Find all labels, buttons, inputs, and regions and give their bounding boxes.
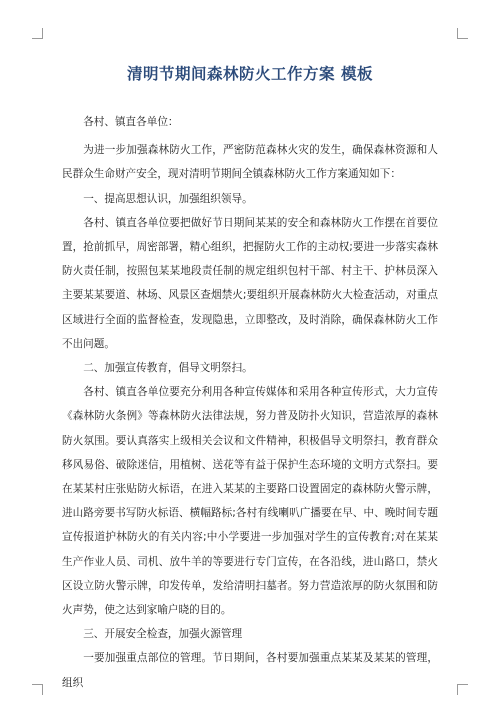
crop-mark-top-left (32, 28, 43, 39)
section-heading-3: 三、开展安全检查，加强火源管理 (83, 628, 243, 641)
crop-mark-bottom-right (457, 684, 468, 695)
document-body (62, 62, 438, 695)
section-heading-1: 一、提高思想认识，加强组织领导。 (83, 192, 253, 205)
crop-mark-bottom-left (32, 684, 43, 695)
paragraph-section-1: 各村、镇直各单位要把做好节日期间某某的安全和森林防火工作摆在首要位置，抢前抓早，周密部署，精心组织，把握防火工作的主动权;要进一步落实森林防火责任制，按照包某某地段责任制的规定组织包村干部、村主干、护林员深入主要某某要道、林场、风景区查烟禁火;要组织开展森林防火大检查活动，对重点区域进行全面的监督检查，发现隐患，立即整改，及时消除，确保森林防火工作不出问题。 (62, 216, 438, 350)
salutation: 各村、镇直各单位： (83, 116, 179, 128)
paragraph-section-2: 各村、镇直各单位要充分利用各种宣传媒体和采用各种宣传形式，大力宣传《森林防火条例》等森林防火法律法规，努力普及防扑火知识，营造浓厚的森林防火氛围。要认真落实上级相关会议和文件精神，积极倡导文明祭扫，教育群众移风易俗、破除迷信，用植树、送花等有益于保护生态环境的文明方式祭扫。要在某某村庄张贴防火标语，在进入某某的主要路口设置固定的森林防火警示牌，进山路旁要书写防火标语、横幅路标;各村有线喇叭广播要在早、中、晚时间专题宣传报道护林防火的有关内容;中小学要进一步加强对学生的宣传教育;对在某某生产作业人员、司机、放牛羊的等要进行专门宣传，在各沿线，进山路口，禁火区设立防火警示牌，印发传单，发给清明扫墓者。努力营造浓厚的防火氛围和防火声势，使之达到家喻户晓的目的。 (62, 386, 438, 617)
crop-mark-top-right (457, 28, 468, 39)
document-title: 清明节期间森林防火工作方案 模板 (127, 65, 373, 83)
section-heading-2: 二、加强宣传教育，倡导文明祭扫。 (83, 362, 253, 375)
paragraph-section-3: 一要加强重点部位的管理。节日期间，各村要加强重点某某及某某的管理，组织 (62, 652, 438, 689)
paragraph-intro: 为进一步加强森林防火工作，严密防范森林火灾的发生，确保森林资源和人民群众生命财产安全，现对清明节期间全镇森林防火工作方案通知如下： (62, 144, 438, 181)
